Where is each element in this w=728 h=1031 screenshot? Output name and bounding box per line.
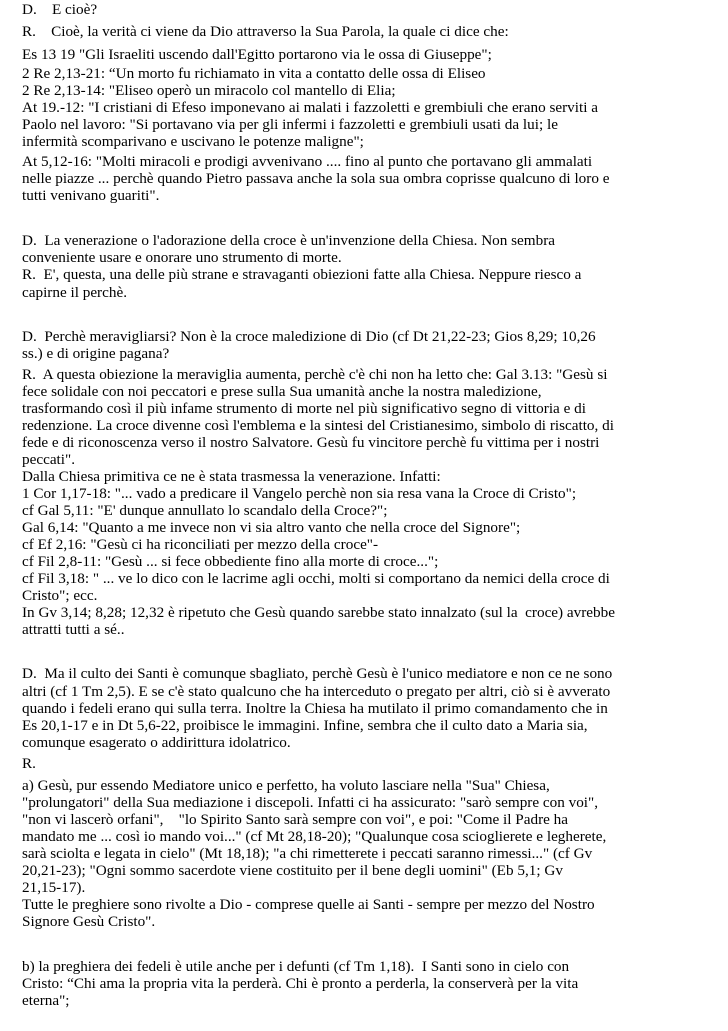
text-line: peccati".: [22, 451, 75, 468]
text-line: D. La venerazione o l'adorazione della croce è un'invenzione della Chiesa. Non sembra: [22, 232, 556, 249]
text-line: comunque esagerato o addirittura idolatrico.: [22, 734, 291, 751]
text-line: Cristo: “Chi ama la propria vita la perderà. Chi è pronto a perderla, la conserverà per la vita: [22, 975, 579, 992]
text-line: Signore Gesù Cristo".: [22, 913, 156, 930]
text-line: D. E cioè?: [22, 1, 98, 18]
text-line: tutti venivano guariti".: [22, 187, 160, 204]
text-line: fede e di riconoscenza verso il nostro Salvatore. Gesù fu vincitore perchè fu vittima per i nostri: [22, 434, 600, 451]
text-line: cf Fil 3,18: " ... ve lo dico con le lacrime agli occhi, molti si comportano da nemici della croce di: [22, 570, 610, 587]
text-line: nelle piazze ... perchè quando Pietro passava anche la sola sua ombra coprisse qualcuno di loro e: [22, 170, 610, 187]
text-line: quando i fedeli erano qui sulla terra. Inoltre la Chiesa ha mutilato il primo comandamento che in: [22, 700, 608, 717]
text-line: sarà sciolta e legata in cielo" (Mt 18,18); "a chi rimetterete i peccati saranno rimessi..." (cf Gv: [22, 845, 593, 862]
text-line: ss.) e di origine pagana?: [22, 345, 170, 362]
text-line: In Gv 3,14; 8,28; 12,32 è ripetuto che Gesù quando sarebbe stato innalzato (sul la croce) avrebbe: [22, 604, 615, 621]
text-line: Paolo nel lavoro: "Si portavano via per gli infermi i fazzoletti e grembiuli usati da lui; le: [22, 116, 558, 133]
text-line: Dalla Chiesa primitiva ce ne è stata trasmessa la venerazione. Infatti:: [22, 468, 441, 485]
text-line: fece solidale con noi peccatori e prese sulla Sua umanità anche la nostra maledizione,: [22, 383, 542, 400]
text-line: 21,15-17).: [22, 879, 86, 896]
text-line: Cristo"; ecc.: [22, 587, 98, 604]
text-line: capirne il perchè.: [22, 284, 127, 301]
text-line: Es 13 19 "Gli Israeliti uscendo dall'Egitto portarono via le ossa di Giuseppe";: [22, 46, 492, 63]
text-line: D. Ma il culto dei Santi è comunque sbagliato, perchè Gesù è l'unico mediatore e non ce ne sono: [22, 665, 613, 682]
text-line: At 19.-12: "I cristiani di Efeso imponevano ai malati i fazzoletti e grembiuli che erano serviti a: [22, 99, 598, 116]
text-line: 2 Re 2,13-14: "Eliseo operò un miracolo col mantello di Elia;: [22, 82, 396, 99]
text-line: "non vi lascerò orfani", "lo Spirito Santo sarà sempre con voi", e poi: "Come il Padre ha: [22, 811, 568, 828]
text-line: At 5,12-16: "Molti miracoli e prodigi avvenivano .... fino al punto che portavano gli ammalati: [22, 153, 593, 170]
text-line: cf Fil 2,8-11: "Gesù ... si fece obbediente fino alla morte di croce...";: [22, 553, 439, 570]
text-line: cf Ef 2,16: "Gesù ci ha riconciliati per mezzo della croce"-: [22, 536, 379, 553]
text-line: altri (cf 1 Tm 2,5). E se c'è stato qualcuno che ha interceduto o pregato per altri, ciò si è avverato: [22, 683, 611, 700]
text-line: b) la preghiera dei fedeli è utile anche per i defunti (cf Tm 1,18). I Santi sono in cielo con: [22, 958, 570, 975]
text-line: R.: [22, 755, 36, 772]
text-line: attratti tutti a sé..: [22, 621, 125, 638]
text-line: Es 20,1-17 e in Dt 5,6-22, proibisce le immagini. Infine, sembra che il culto dato a Maria sia,: [22, 717, 588, 734]
text-line: trasformando così il più infame strumento di morte nel più significativo segno di vittoria e di: [22, 400, 586, 417]
text-line: 2 Re 2,13-21: “Un morto fu richiamato in vita a contatto delle ossa di Eliseo: [22, 65, 486, 82]
text-line: R. Cioè, la verità ci viene da Dio attraverso la Sua Parola, la quale ci dice che:: [22, 23, 509, 40]
text-line: cf Gal 5,11: "E' dunque annullato lo scandalo della Croce?";: [22, 502, 388, 519]
text-line: mandato me ... così io mando voi..." (cf Mt 28,18-20); "Qualunque cosa scioglierete e legherete,: [22, 828, 607, 845]
text-line: Gal 6,14: "Quanto a me invece non vi sia altro vanto che nella croce del Signore";: [22, 519, 521, 536]
text-line: conveniente usare e onorare uno strumento di morte.: [22, 249, 342, 266]
text-line: 20,21-23); "Ogni sommo sacerdote viene costituito per il bene degli uomini" (Eb 5,1; Gv: [22, 862, 563, 879]
text-line: a) Gesù, pur essendo Mediatore unico e perfetto, ha voluto lasciare nella "Sua" Chiesa,: [22, 777, 550, 794]
text-line: R. A questa obiezione la meraviglia aumenta, perchè c'è chi non ha letto che: Gal 3.13: "Gesù si: [22, 366, 608, 383]
text-line: eterna";: [22, 992, 70, 1009]
text-line: Tutte le preghiere sono rivolte a Dio - comprese quelle ai Santi - sempre per mezzo del Nostro: [22, 896, 595, 913]
text-line: infermità scomparivano e uscivano le potenze maligne";: [22, 133, 364, 150]
text-line: R. E', questa, una delle più strane e stravaganti obiezioni fatte alla Chiesa. Neppure riesco a: [22, 266, 582, 283]
text-line: 1 Cor 1,17-18: "... vado a predicare il Vangelo perchè non sia resa vana la Croce di Cristo";: [22, 485, 577, 502]
text-line: D. Perchè meravigliarsi? Non è la croce maledizione di Dio (cf Dt 21,22-23; Gios 8,29; 10,26: [22, 328, 596, 345]
text-line: redenzione. La croce divenne così l'emblema e la sintesi del Cristianesimo, simbolo di riscatto, di: [22, 417, 614, 434]
text-line: "prolungatori" della Sua mediazione i discepoli. Infatti ci ha assicurato: "sarò sempre con voi",: [22, 794, 599, 811]
